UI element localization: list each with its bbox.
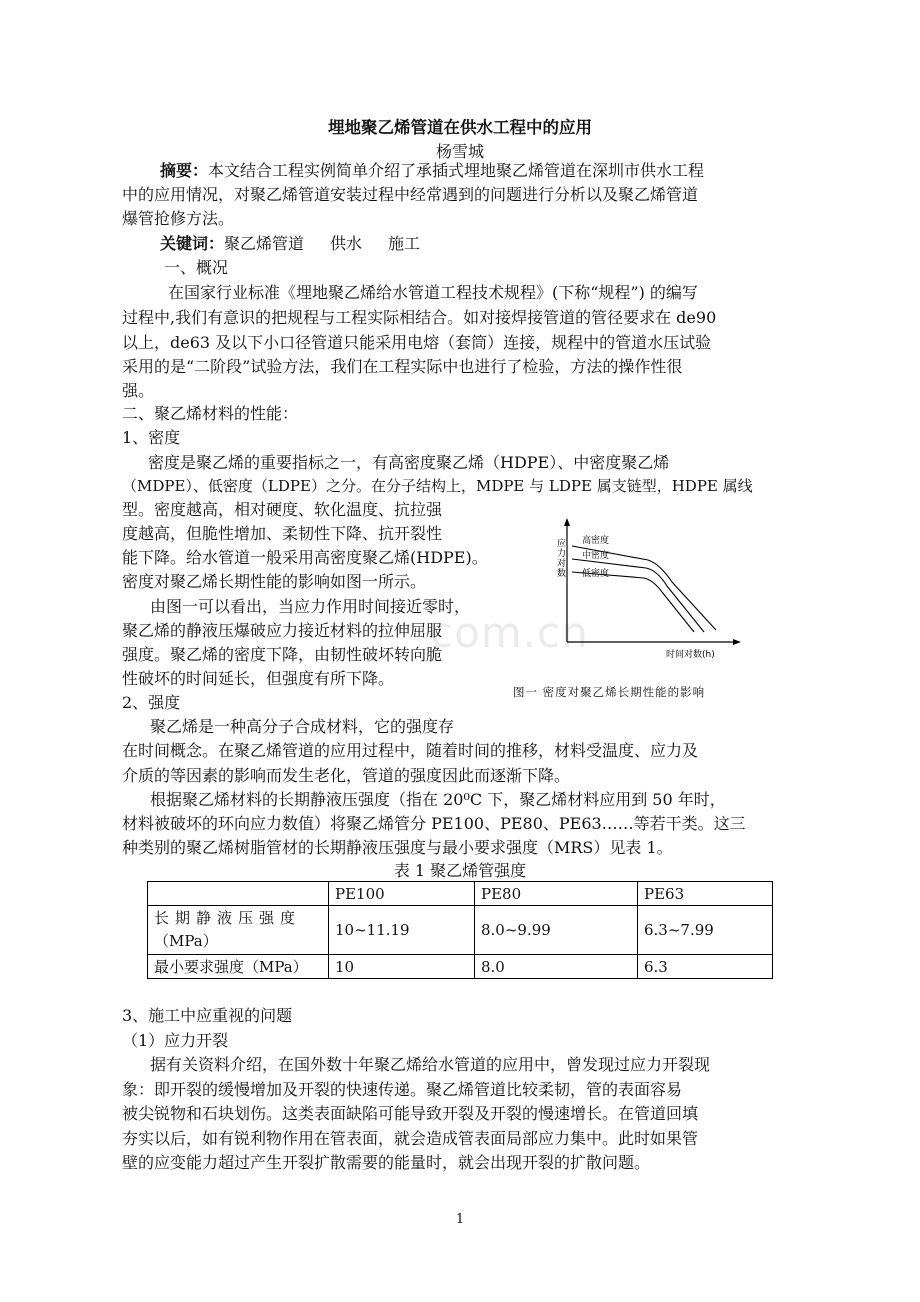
strength-p2-line-1: 根据聚乙烯材料的长期静液压强度（指在 20⁰C 下，聚乙烯材料应用到 50 年时， bbox=[150, 790, 726, 809]
keywords-line bbox=[160, 232, 420, 256]
density-line-6: 密度对聚乙烯长期性能的影响如图一所示。 bbox=[122, 572, 427, 591]
row1-label-b: （MPa） bbox=[154, 932, 218, 950]
abstract-label: 摘要： bbox=[160, 161, 209, 180]
abstract-text-1: 本文结合工程实例简单介绍了承插式埋地聚乙烯管道在深圳市供水工程 bbox=[208, 161, 705, 180]
table-cell-label bbox=[148, 906, 329, 955]
density-p2-line-2: 聚乙烯的静液压爆破应力接近材料的拉伸屈服 bbox=[122, 621, 443, 640]
keyword-3: 施工 bbox=[388, 234, 421, 253]
table-header-cell: PE80 bbox=[475, 882, 638, 906]
table-cell: 10 bbox=[329, 955, 475, 979]
table-cell: 6.3 bbox=[638, 955, 773, 979]
table-header-row bbox=[148, 882, 773, 906]
abstract-line-3: 爆管抢修方法。 bbox=[122, 209, 235, 228]
sec3-line-1: 据有关资料介绍，在国外数十年聚乙烯给水管道的应用中，曾发现过应力开裂现 bbox=[150, 1055, 711, 1074]
sec1-p1-line-5: 强。 bbox=[122, 381, 155, 400]
doc-author: 杨雪城 bbox=[435, 142, 484, 161]
curve-label-high: 高密度 bbox=[582, 536, 610, 546]
density-line-3: 型。密度越高，相对硬度、软化温度、抗拉强 bbox=[122, 500, 443, 519]
sec1-p1-line-1: 在国家行业标准《埋地聚乙烯给水管道工程技术规程》(下称“规程”) 的编写 bbox=[168, 283, 698, 302]
strength-line-3: 介质的等因素的影响而发生老化，管道的强度因此而逐渐下降。 bbox=[122, 766, 571, 785]
figure-caption: 图一 密度对聚乙烯长期性能的影响 bbox=[513, 685, 706, 699]
strength-p2-line-3: 种类别的聚乙烯树脂管材的长期静液压强度与最小要求强度（MRS）见表 1。 bbox=[122, 838, 673, 857]
density-p2-line-1: 由图一可以看出，当应力作用时间接近零时， bbox=[150, 597, 471, 616]
y-axis-label: 应力对数 bbox=[555, 538, 565, 578]
watermark: com.cn bbox=[430, 608, 589, 657]
density-heading: 1、密度 bbox=[122, 428, 181, 447]
table-cell: 6.3~7.99 bbox=[638, 906, 773, 955]
table-cell: 8.0~9.99 bbox=[475, 906, 638, 955]
sec3-line-5: 壁的应变能力超过产生开裂扩散需要的能量时，就会出现开裂的扩散问题。 bbox=[122, 1153, 651, 1172]
abstract-line-2: 中的应用情况，对聚乙烯管道安装过程中经常遇到的问题进行分析以及聚乙烯管道 bbox=[122, 185, 699, 204]
row1-label-a: 长期静液压强度 bbox=[154, 909, 302, 927]
sec1-p1-line-4: 采用的是“二阶段”试验方法，我们在工程实际中也进行了检验，方法的操作性很 bbox=[122, 357, 683, 376]
strength-line-2: 在时间概念。在聚乙烯管道的应用过程中，随着时间的推移，材料受温度、应力及 bbox=[122, 741, 699, 760]
sec3-heading: 3、施工中应重视的问题 bbox=[122, 1006, 293, 1025]
keyword-1: 聚乙烯管道 bbox=[224, 234, 305, 253]
x-axis-arrow bbox=[733, 639, 741, 645]
density-line-1: 密度是聚乙烯的重要指标之一，有高密度聚乙烯（HDPE）、中密度聚乙烯 bbox=[148, 453, 670, 472]
strength-table bbox=[147, 881, 773, 979]
keywords-label: 关键词： bbox=[160, 234, 225, 253]
sec3-line-4: 夯实以后，如有锐利物作用在管表面，就会造成管表面局部应力集中。此时如果管 bbox=[122, 1129, 699, 1148]
keyword-2: 供水 bbox=[330, 234, 363, 253]
doc-title: 埋地聚乙烯管道在供水工程中的应用 bbox=[328, 118, 592, 137]
y-axis-arrow bbox=[564, 518, 570, 526]
curve-label-low: 低密度 bbox=[582, 569, 610, 579]
strength-p2-line-2: 材料被破坏的环向应力数值）将聚乙烯管分 PE100、PE80、PE63……等若干类。这三 bbox=[122, 814, 746, 833]
table-header-cell bbox=[148, 882, 329, 906]
sec3-line-2: 象：即开裂的缓慢增加及开裂的快速传递。聚乙烯管道比较柔韧，管的表面容易 bbox=[122, 1080, 683, 1099]
density-line-2: （MDPE）、低密度（LDPE）之分。在分子结构上，MDPE 与 LDPE 属支链型，HDPE 属线 bbox=[122, 477, 753, 495]
sec2-heading: 二、聚乙烯材料的性能： bbox=[122, 404, 299, 423]
density-line-4: 度越高，但脆性增加、柔韧性下降、抗开裂性 bbox=[122, 524, 443, 543]
curve-low-density bbox=[572, 572, 694, 632]
sec1-heading: 一、概况 bbox=[164, 258, 229, 277]
sec3-sub1: （1）应力开裂 bbox=[122, 1031, 229, 1050]
strength-heading: 2、强度 bbox=[122, 693, 181, 712]
table-row bbox=[148, 906, 773, 955]
density-line-5: 能下降。给水管道一般采用高密度聚乙烯(HDPE)。 bbox=[122, 548, 488, 567]
density-p2-line-3: 强度。聚乙烯的密度下降，由韧性破坏转向脆 bbox=[122, 645, 443, 664]
table-cell: 10~11.19 bbox=[329, 906, 475, 955]
sec1-p1-line-2: 过程中,我们有意识的把规程与工程实际相结合。如对接焊接管道的管径要求在 de90 bbox=[122, 308, 717, 327]
curve-label-medium: 中密度 bbox=[582, 551, 610, 561]
abstract-line-1 bbox=[160, 159, 704, 183]
x-axis-label: 时间对数(h) bbox=[666, 650, 715, 660]
sec1-p1-line-3: 以上，de63 及以下小口径管道只能采用电熔（套筒）连接，规程中的管道水压试验 bbox=[122, 333, 712, 352]
sec3-line-3: 被尖锐物和石块划伤。这类表面缺陷可能导致开裂及开裂的慢速增长。在管道回填 bbox=[122, 1104, 699, 1123]
table-cell: 8.0 bbox=[475, 955, 638, 979]
density-figure bbox=[520, 512, 750, 702]
table-header-cell: PE100 bbox=[329, 882, 475, 906]
table-caption: 表 1 聚乙烯管强度 bbox=[393, 861, 527, 880]
page-number: 1 bbox=[455, 1212, 465, 1227]
table-row bbox=[148, 955, 773, 979]
table-header-cell: PE63 bbox=[638, 882, 773, 906]
density-p2-line-4: 性破坏的时间延长，但强度有所下降。 bbox=[122, 669, 395, 688]
table-cell-label: 最小要求强度（MPa） bbox=[148, 955, 329, 979]
strength-line-1: 聚乙烯是一种高分子合成材料，它的强度存 bbox=[150, 717, 455, 736]
